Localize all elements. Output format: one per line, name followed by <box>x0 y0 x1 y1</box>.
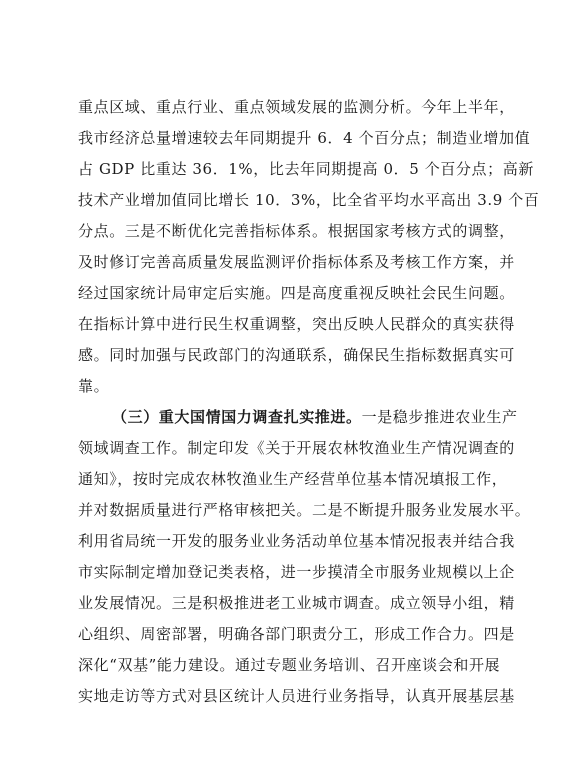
paragraph-line: 经过国家统计局审定后实施。四是高度重视反映社会民生问题。 <box>78 284 515 302</box>
paragraph-line: 利用省局统一开发的服务业业务活动单位基本情况报表并结合我 <box>78 532 515 550</box>
paragraph-line: 重点区域、重点行业、重点领域发展的监测分析。今年上半年， <box>78 98 515 116</box>
section-heading: （三）重大国情国力调查扎实推进。 <box>112 408 362 426</box>
section-heading-line <box>112 407 518 427</box>
paragraph-line: 通知》，按时完成农林牧渔业生产经营单位基本情况填报工作， <box>78 470 508 488</box>
paragraph-line: 占 GDP 比重达 36．1%，比去年同期提高 0．5 个百分点；高新 <box>78 160 534 178</box>
paragraph-line: 深化“双基”能力建设。通过专题业务培训、召开座谈会和开展 <box>78 656 501 674</box>
paragraph-line: 技术产业增加值同比增长 10．3%，比全省平均水平高出 3.9 个百 <box>78 191 540 209</box>
paragraph-line: 并对数据质量进行严格审核把关。二是不断提升服务业发展水平。 <box>78 501 531 519</box>
paragraph-line: 心组织、周密部署，明确各部门职责分工，形成工作合力。四是 <box>78 625 515 643</box>
paragraph-line: 领域调查工作。制定印发《关于开展农林牧渔业生产情况调查的 <box>78 439 515 457</box>
paragraph-line: 分点。三是不断优化完善指标体系。根据国家考核方式的调整， <box>78 222 515 240</box>
paragraph-line: 我市经济总量增速较去年同期提升 6．4 个百分点；制造业增加值 <box>78 129 531 147</box>
paragraph-line: 靠。 <box>78 377 110 395</box>
paragraph-line: 感。同时加强与民政部门的沟通联系，确保民生指标数据真实可 <box>78 346 515 364</box>
paragraph-line-rest: 一是稳步推进农业生产 <box>361 408 518 426</box>
paragraph-line: 业发展情况。三是积极推进老工业城市调查。成立领导小组，精 <box>78 594 515 612</box>
paragraph-line: 市实际制定增加登记类表格，进一步摸清全市服务业规模以上企 <box>78 563 515 581</box>
paragraph-line: 实地走访等方式对县区统计人员进行业务指导，认真开展基层基 <box>78 687 515 705</box>
paragraph-line: 在指标计算中进行民生权重调整，突出反映人民群众的真实获得 <box>78 315 515 333</box>
paragraph-line: 及时修订完善高质量发展监测评价指标体系及考核工作方案，并 <box>78 253 515 271</box>
